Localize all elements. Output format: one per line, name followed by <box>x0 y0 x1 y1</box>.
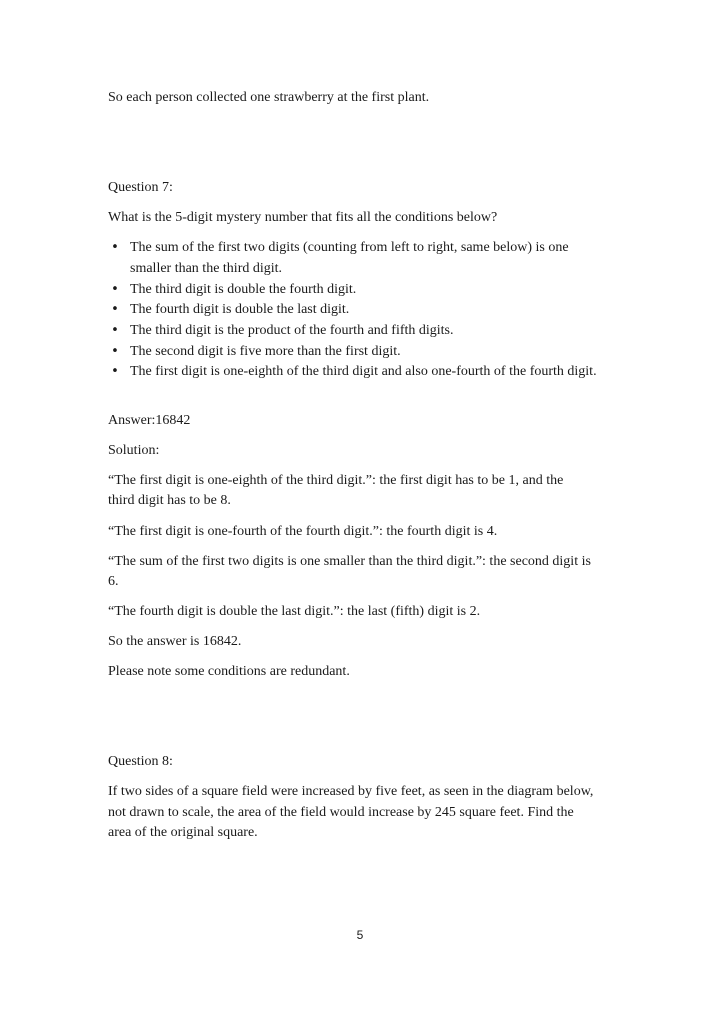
condition-text: The third digit is double the fourth digit. <box>130 282 357 297</box>
condition-item <box>108 362 608 383</box>
question-8-prompt-line: not drawn to scale, the area of the field would increase by 245 square feet. Find the <box>108 805 574 820</box>
question-8-prompt-line: area of the original square. <box>108 825 258 840</box>
condition-text: The second digit is five more than the first digit. <box>130 344 401 359</box>
bullet-icon: • <box>111 364 119 379</box>
condition-item <box>108 300 608 321</box>
page-number: 5 <box>356 928 364 942</box>
solution-line: “The first digit is one-fourth of the fourth digit.”: the fourth digit is 4. <box>108 524 498 539</box>
condition-item <box>108 238 608 279</box>
solution-label: Solution: <box>108 443 160 458</box>
solution-line: “The fourth digit is double the last digit.”: the last (fifth) digit is 2. <box>108 604 481 619</box>
solution-line: third digit has to be 8. <box>108 493 231 508</box>
condition-text: The fourth digit is double the last digit. <box>130 302 350 317</box>
solution-line: 6. <box>108 574 119 589</box>
bullet-icon: • <box>111 302 119 317</box>
condition-text: The first digit is one-eighth of the third digit and also one-fourth of the fourth digit. <box>130 364 597 379</box>
answer-line: Answer:16842 <box>108 413 191 428</box>
intro-line: So each person collected one strawberry at the first plant. <box>108 90 430 105</box>
solution-line: “The sum of the first two digits is one smaller than the third digit.”: the second digit is <box>108 554 591 569</box>
solution-line: So the answer is 16842. <box>108 634 242 649</box>
question-7-prompt: What is the 5-digit mystery number that fits all the conditions below? <box>108 210 498 225</box>
condition-item <box>108 321 608 342</box>
condition-item <box>108 280 608 301</box>
bullet-icon: • <box>111 282 119 297</box>
question-8-heading: Question 8: <box>108 754 173 769</box>
solution-line: “The first digit is one-eighth of the third digit.”: the first digit has to be 1, and the <box>108 473 564 488</box>
condition-text: The third digit is the product of the fourth and fifth digits. <box>130 323 454 338</box>
bullet-icon: • <box>111 323 119 338</box>
question-7-heading: Question 7: <box>108 180 173 195</box>
condition-text: The sum of the first two digits (counting from left to right, same below) is one smaller than the third digit. <box>130 240 569 276</box>
condition-item <box>108 342 608 363</box>
bullet-icon: • <box>111 240 119 255</box>
bullet-icon: • <box>111 344 119 359</box>
question-8-prompt-line: If two sides of a square field were increased by five feet, as seen in the diagram below, <box>108 784 594 799</box>
solution-line: Please note some conditions are redundant. <box>108 664 350 679</box>
